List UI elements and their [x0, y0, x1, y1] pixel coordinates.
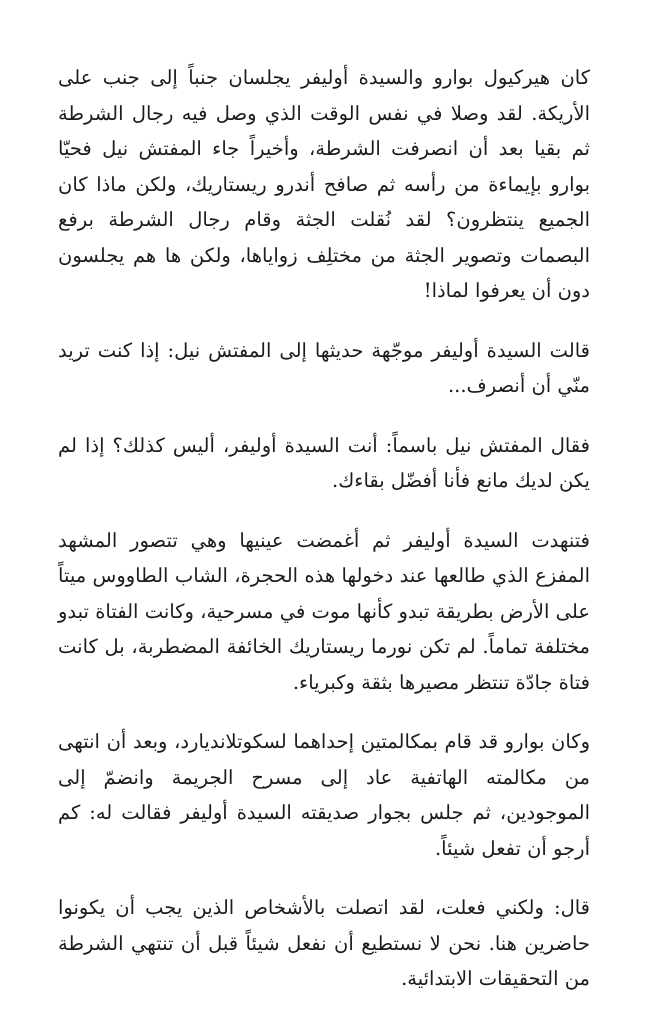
paragraph-5: وكان بوارو قد قام بمكالمتين إحداهما لسكوتلانديارد، وبعد أن انتهى من مكالمته الهاتفية عاد إلى مسرح الجريمة وانضمّ إلى الموجودين، ثم جلس بجوار صديقته السيدة أوليفر فقالت له: كم أرجو أن تفعل شيئاً. [58, 730, 590, 860]
book-page [58, 60, 590, 1021]
paragraph-3: فقال المفتش نيل باسماً: أنت السيدة أوليفر، أليس كذلك؟ إذا لم يكن لديك مانع فأنا أفضّل بقاءك. [58, 433, 590, 492]
paragraph-1: كان هيركيول بوارو والسيدة أوليفر يجلسان جنباً إلى جنب على الأريكة. لقد وصلا في نفس الوقت الذي وصل فيه رجال الشرطة ثم بقيا بعد أن انصرفت الشرطة، وأخيراً جاء المفتش نيل فحيّا بوارو بإيماءة من رأسه ثم صافح أندرو ريستاريك، ولكن ماذا كان الجميع ينتظرون؟ لقد نُقلت الجثة وقام رجال الشرطة برفع البصمات وتصوير الجثة من مختلِف زواياها، ولكن ها هم يجلسون دون أن يعرفوا لماذا! [58, 66, 590, 302]
paragraph-4: فتنهدت السيدة أوليفر ثم أغمضت عينيها وهي تتصور المشهد المفزع الذي طالعها عند دخولها هذه الحجرة، الشاب الطاووس ميتاً على الأرض بطريقة تبدو كأنها موت في مسرحية، وكانت الفتاة تبدو مختلفة تماماً. لم تكن نورما ريستاريك الخائفة المضطربة، بل كانت فتاة جادّة تنتظر مصيرها بثقة وكبرياء. [58, 528, 590, 694]
paragraph-6: قال: ولكني فعلت، لقد اتصلت بالأشخاص الذين يجب أن يكونوا حاضرين هنا. نحن لا نستطيع أن نفعل شيئاً قبل أن تنتهي الشرطة من التحقيقات الابتدائية. [58, 896, 590, 990]
paragraph-2: قالت السيدة أوليفر موجّهة حديثها إلى المفتش نيل: إذا كنت تريد منّي أن أنصرف... [58, 338, 590, 397]
